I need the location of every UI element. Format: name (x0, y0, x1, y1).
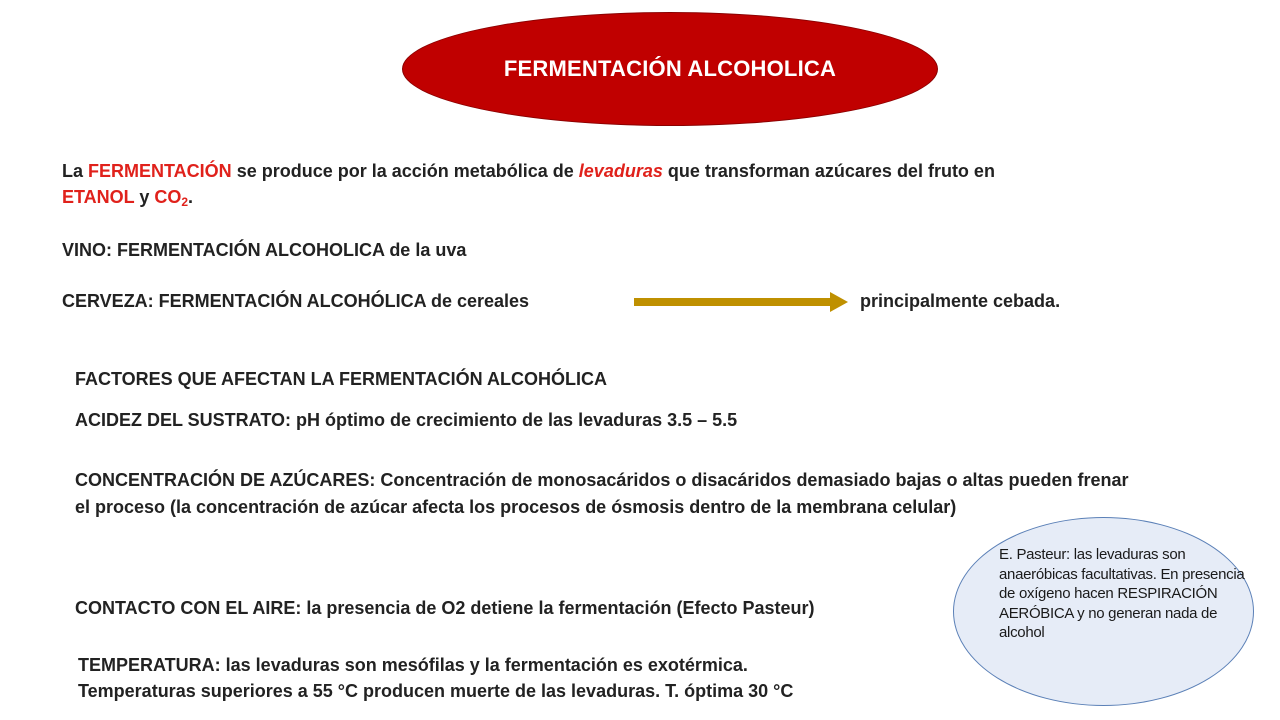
intro-text-2: se produce por la acción metabólica de (231, 161, 579, 181)
intro-line-1 (62, 161, 995, 182)
intro-co-subscript: 2 (181, 195, 189, 209)
page-title: FERMENTACIÓN ALCOHOLICA (503, 56, 837, 81)
intro-text-3: que transforman azúcares del fruto en (662, 161, 995, 181)
title-ellipse (402, 12, 938, 126)
cerveza-right: principalmente cebada. (860, 291, 1061, 311)
intro-etanol: ETANOL (62, 187, 135, 207)
intro-dot: . (188, 187, 194, 207)
pasteur-note-text: E. Pasteur: las levaduras son anaeróbicas facultativas. En presencia de oxígeno hacen RESPIRACIÓN AERÓBICA y no generan nada de alcohol (999, 546, 1245, 641)
right-arrow-icon (632, 290, 850, 314)
intro-line-2 (62, 187, 193, 209)
acidez-line: ACIDEZ DEL SUSTRATO: pH óptimo de crecimiento de las levaduras 3.5 – 5.5 (75, 410, 738, 430)
cerveza-line: CERVEZA: FERMENTACIÓN ALCOHÓLICA de cereales (62, 291, 530, 311)
factores-heading: FACTORES QUE AFECTAN LA FERMENTACIÓN ALCOHÓLICA (75, 369, 607, 389)
intro-fermentacion: FERMENTACIÓN (88, 161, 232, 181)
vino-line: VINO: FERMENTACIÓN ALCOHOLICA de la uva (62, 240, 467, 260)
intro-co: CO (154, 187, 182, 207)
aire-line: CONTACTO CON EL AIRE: la presencia de O2 detiene la fermentación (Efecto Pasteur) (75, 598, 815, 618)
intro-y: y (134, 187, 155, 207)
intro-text-1: La (62, 161, 89, 181)
temperatura-line-2: Temperaturas superiores a 55 °C producen muerte de las levaduras. T. óptima 30 °C (78, 681, 794, 701)
temperatura-line-1: TEMPERATURA: las levaduras son mesófilas y la fermentación es exotérmica. (78, 655, 748, 675)
intro-levaduras: levaduras (578, 161, 663, 181)
azucares-paragraph: CONCENTRACIÓN DE AZÚCARES: Concentración de monosacáridos o disacáridos demasiado bajas o altas pueden frenar el proceso (la concentración de azúcar afecta los procesos de ósmosis dentro de la membrana celular) (75, 470, 1129, 517)
